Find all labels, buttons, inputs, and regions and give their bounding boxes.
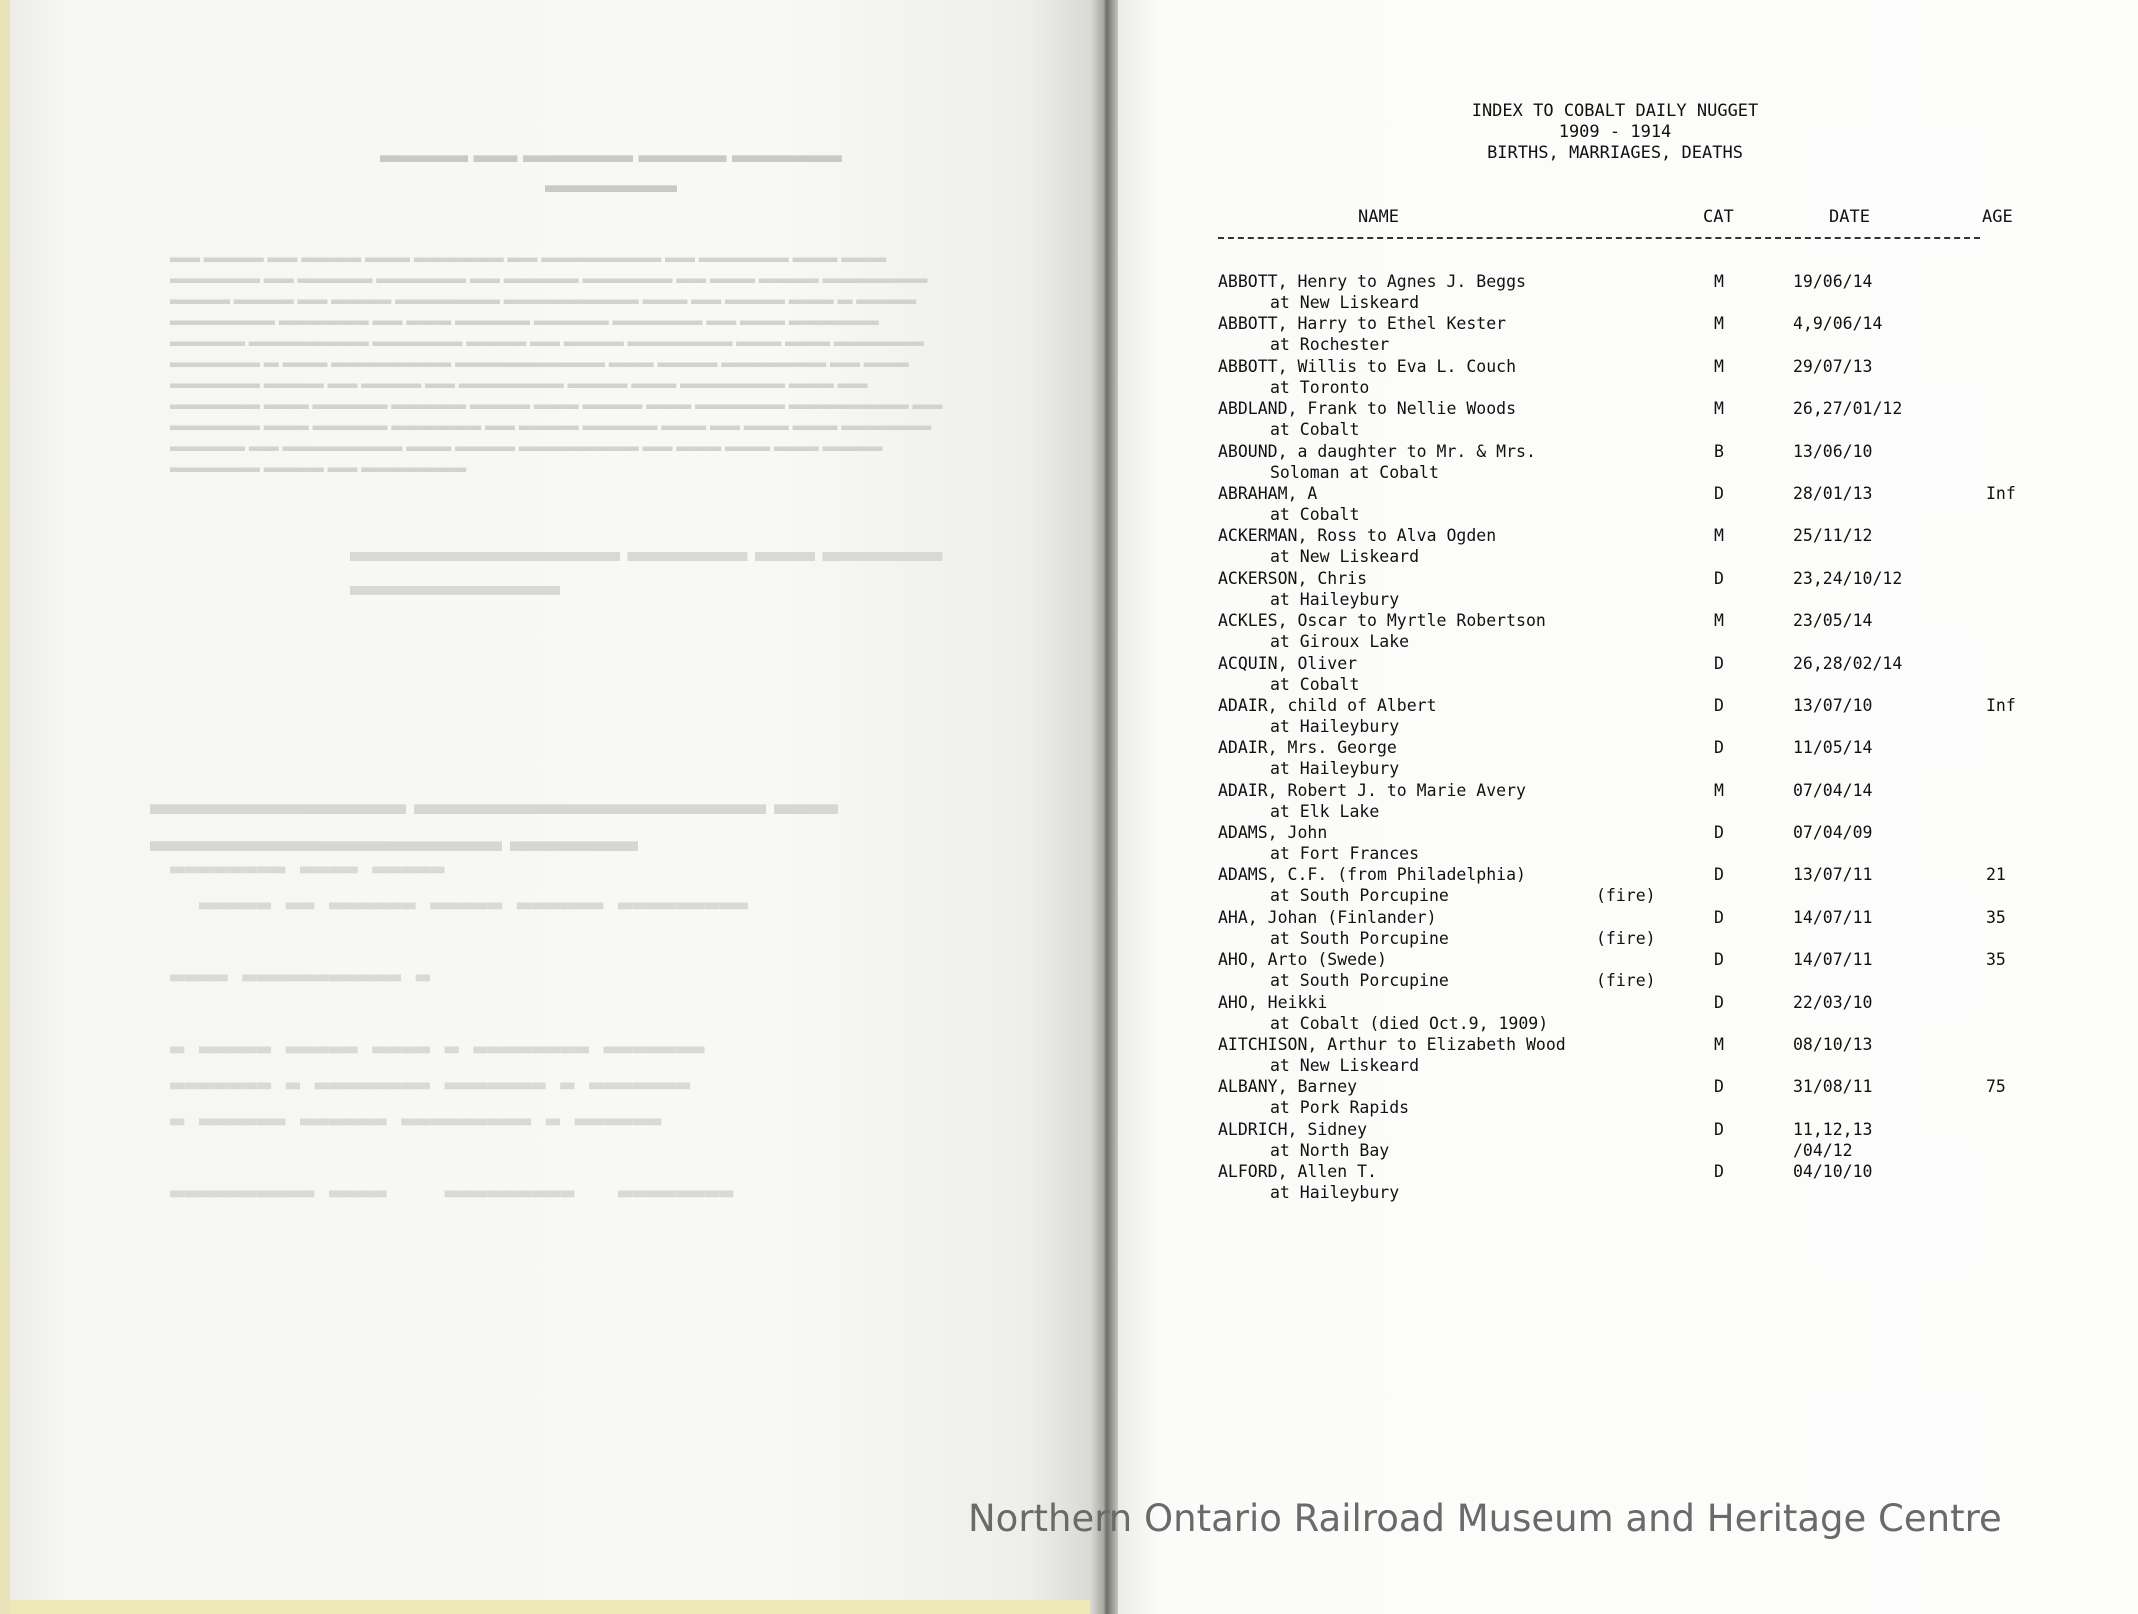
entry-age: 21 (1986, 865, 2006, 885)
entry-age: 35 (1986, 950, 2006, 970)
entry-place: at Cobalt (1270, 420, 1360, 440)
show-through-text: ▬▬ ▬▬▬▬ ▬▬ ▬▬▬▬ ▬▬▬ ▬▬▬▬▬▬ ▬▬ ▬▬▬▬▬▬▬▬ ▬▬ ▬▬▬▬▬▬ ▬▬▬ ▬▬▬ ▬▬▬▬▬▬ ▬▬ ▬▬▬▬▬ ▬▬▬▬▬▬ ▬▬ ▬▬▬▬▬ ▬▬▬▬▬▬ ▬▬ ▬▬▬ ▬▬▬▬ ▬▬▬▬▬▬▬ ▬▬▬▬ ▬▬▬▬ ▬▬ ▬▬▬▬ ▬▬▬▬▬▬▬ ▬▬▬▬▬▬▬▬▬ ▬▬▬ ▬▬ ▬▬▬▬ ▬▬▬ ▬ ▬▬▬▬ ▬▬▬▬▬▬▬ ▬▬▬▬▬▬ ▬▬ ▬▬▬ ▬▬▬▬▬ ▬▬▬▬▬ ▬▬▬▬▬▬ ▬▬ ▬▬▬ ▬▬▬▬▬▬ ▬▬▬▬▬ ▬▬▬▬▬▬▬▬ ▬▬▬▬▬▬ ▬▬▬▬ ▬▬ ▬▬▬▬ ▬▬▬▬▬▬▬ ▬▬▬ ▬▬▬ ▬▬▬▬▬▬ ▬▬▬▬▬▬ ▬ ▬▬▬ ▬▬▬▬▬▬▬▬ ▬▬▬▬▬▬▬▬▬▬ ▬▬▬ ▬▬▬▬ ▬▬▬▬▬▬▬ ▬▬ ▬▬▬ ▬▬▬▬▬▬ ▬▬▬▬ ▬▬ ▬▬▬▬ ▬▬ ▬▬▬▬▬▬▬ ▬▬▬▬ ▬▬▬ ▬▬▬▬▬▬▬ ▬▬▬ ▬▬ ▬▬▬▬▬▬ ▬▬▬ ▬▬▬▬▬ ▬▬▬▬▬ ▬▬▬▬ ▬▬▬ ▬▬▬▬ ▬▬▬ ▬▬▬▬▬▬ ▬▬▬▬▬▬▬▬ ▬▬ ▬▬▬▬▬▬ ▬▬▬ ▬▬▬▬▬ ▬▬▬▬▬▬ ▬▬ ▬▬▬▬ ▬▬▬▬▬ ▬▬▬ ▬▬ ▬▬▬ ▬▬▬ ▬▬▬▬▬▬ ▬▬▬▬▬ ▬▬ ▬▬▬▬▬▬▬▬ ▬▬▬ ▬▬▬▬ ▬▬▬▬▬▬▬▬ ▬▬ ▬▬▬ ▬▬▬ ▬▬▬ ▬▬▬▬ ▬▬▬▬▬▬ ▬▬▬▬ ▬▬ ▬▬▬▬▬▬▬ (170, 250, 943, 476)
entry-date: 07/04/14 (1793, 780, 1873, 800)
entry-place: at New Liskeard (1270, 1056, 1420, 1076)
entry-category: D (1714, 738, 1724, 758)
entry-place: at South Porcupine (1270, 886, 1449, 906)
column-header-name: NAME (1358, 207, 1399, 227)
entry-category: D (1714, 950, 1724, 970)
entry-name: ALBANY, Barney (1218, 1077, 1358, 1097)
entry-date: 23,24/10/12 (1793, 568, 1903, 588)
entry-date: 29/07/13 (1793, 356, 1873, 376)
entry-date: 22/03/10 (1793, 992, 1873, 1012)
entry-name: ADAMS, John (1218, 823, 1328, 843)
entry-note: (fire) (1596, 971, 1656, 991)
index-entry (1218, 442, 2018, 484)
entry-name: ADAMS, C.F. (from Philadelphia) (1218, 865, 1526, 885)
entry-note: (fire) (1596, 928, 1656, 948)
index-entry (1218, 611, 2018, 653)
entry-category: D (1714, 483, 1724, 503)
index-entry (1218, 484, 2018, 526)
watermark: Northern Ontario Railroad Museum and Heritage Centre (968, 1497, 2002, 1540)
entry-category: M (1714, 526, 1724, 546)
entry-name: AHA, Johan (Finlander) (1218, 907, 1437, 927)
entry-category: M (1714, 399, 1724, 419)
index-entry (1218, 1077, 2018, 1119)
entry-place: at Pork Rapids (1270, 1098, 1410, 1118)
entry-note: (fire) (1596, 886, 1656, 906)
entry-name: ADAIR, child of Albert (1218, 695, 1437, 715)
index-entry (1218, 654, 2018, 696)
entry-date: 28/01/13 (1793, 483, 1873, 503)
entry-name: ACQUIN, Oliver (1218, 653, 1358, 673)
entry-date: 31/08/11 (1793, 1077, 1873, 1097)
index-title: INDEX TO COBALT DAILY NUGGET (1471, 101, 1759, 121)
entry-category: D (1714, 695, 1724, 715)
index-entry (1218, 738, 2018, 780)
entry-date: 13/07/10 (1793, 695, 1873, 715)
entry-date: 13/06/10 (1793, 441, 1873, 461)
entry-name: ACKERMAN, Ross to Alva Ogden (1218, 526, 1497, 546)
entry-category: B (1714, 441, 1724, 461)
show-through-text: ▬▬▬▬▬▬▬▬▬ ▬▬▬▬ ▬▬ ▬▬▬▬ ▬▬▬▬▬▬▬ (350, 535, 943, 602)
entry-place: Soloman at Cobalt (1270, 462, 1439, 482)
entry-name: ABBOTT, Harry to Ethel Kester (1218, 314, 1507, 334)
book-gutter (1090, 0, 1120, 1614)
entry-date: 23/05/14 (1793, 611, 1873, 631)
entry-date: 11,12,13 (1793, 1119, 1873, 1139)
entry-place: at Haileybury (1270, 759, 1400, 779)
entry-date: 11/05/14 (1793, 738, 1873, 758)
index-entry (1218, 908, 2018, 950)
entry-date: 07/04/09 (1793, 823, 1873, 843)
entry-category: D (1714, 823, 1724, 843)
entry-place: at Cobalt (1270, 504, 1360, 524)
entry-place: at New Liskeard (1270, 293, 1420, 312)
entry-date-continued: /04/12 (1793, 1140, 1853, 1160)
entry-place: at Giroux Lake (1270, 632, 1410, 652)
entry-category: M (1714, 611, 1724, 631)
entry-date: 04/10/10 (1793, 1162, 1873, 1182)
entry-category: D (1714, 865, 1724, 885)
entry-name: ABDLAND, Frank to Nellie Woods (1218, 399, 1517, 419)
column-header-date: DATE (1829, 207, 1870, 227)
entry-name: ADAIR, Mrs. George (1218, 738, 1397, 758)
entry-date: 08/10/13 (1793, 1035, 1873, 1055)
entry-date: 4,9/06/14 (1793, 314, 1883, 334)
entry-place: at Rochester (1270, 335, 1390, 355)
entry-name: ALFORD, Allen T. (1218, 1162, 1377, 1182)
entry-name: AHO, Heikki (1218, 992, 1328, 1012)
entry-place: at Cobalt (died Oct.9, 1909) (1270, 1013, 1549, 1033)
entry-age: 75 (1986, 1077, 2006, 1097)
entry-category: M (1714, 1035, 1724, 1055)
entry-place: at Toronto (1270, 377, 1370, 397)
entry-category: D (1714, 907, 1724, 927)
index-years: 1909 - 1914 (1558, 122, 1672, 142)
entry-date: 19/06/14 (1793, 272, 1873, 291)
index-subtitle: BIRTHS, MARRIAGES, DEATHS (1487, 143, 1743, 163)
entry-date: 14/07/11 (1793, 950, 1873, 970)
entry-age: Inf (1986, 695, 2016, 715)
entry-name: ABRAHAM, A (1218, 483, 1318, 503)
entry-name: ABOUND, a daughter to Mr. & Mrs. (1218, 441, 1536, 461)
show-through-text: ▬▬▬▬▬▬▬▬ ▬▬▬▬ ▬▬▬▬▬ ▬▬▬▬▬ ▬▬ ▬▬▬▬▬▬ ▬▬▬▬▬ ▬▬▬▬▬▬ ▬▬▬▬▬▬▬▬▬ ▬▬▬▬ ▬▬▬▬▬▬▬▬▬▬▬ ▬ ▬ ▬▬▬▬▬ ▬▬▬▬▬ ▬▬▬▬ ▬ ▬▬▬▬▬▬▬▬ ▬▬▬▬▬▬▬ ▬▬▬▬▬▬▬ ▬ ▬▬▬▬▬▬▬▬ ▬▬▬▬▬▬▬ ▬ ▬▬▬▬▬▬▬ ▬ ▬▬▬▬▬▬ ▬▬▬▬▬▬ ▬▬▬▬▬▬▬▬▬ ▬ ▬▬▬▬▬▬ ▬▬▬▬▬▬▬▬▬▬ ▬▬▬▬ ▬▬▬▬▬▬▬▬▬ ▬▬▬▬▬▬▬▬ (170, 854, 748, 1206)
entry-date: 13/07/11 (1793, 865, 1873, 885)
entry-date: 25/11/12 (1793, 526, 1873, 546)
entry-category: D (1714, 1119, 1724, 1139)
index-entry (1218, 399, 2018, 441)
index-entry (1218, 781, 2018, 823)
entry-age: 35 (1986, 907, 2006, 927)
entry-name: ABBOTT, Willis to Eva L. Couch (1218, 356, 1517, 376)
entry-date: 26,28/02/14 (1793, 653, 1903, 673)
entry-category: M (1714, 272, 1724, 291)
entry-name: ABBOTT, Henry to Agnes J. Beggs (1218, 272, 1526, 291)
entry-place: at Haileybury (1270, 1183, 1400, 1203)
index-entry (1218, 993, 2018, 1035)
entry-date: 14/07/11 (1793, 907, 1873, 927)
entry-name: AHO, Arto (Swede) (1218, 950, 1387, 970)
entry-date: 26,27/01/12 (1793, 399, 1903, 419)
entry-place: at Haileybury (1270, 589, 1400, 609)
entry-category: D (1714, 992, 1724, 1012)
entry-age: Inf (1986, 483, 2016, 503)
entry-category: M (1714, 314, 1724, 334)
entry-category: D (1714, 1077, 1724, 1097)
entry-name: ALDRICH, Sidney (1218, 1119, 1368, 1139)
show-through-text: ▬▬▬▬▬▬▬▬ ▬▬▬▬▬▬▬▬▬▬▬ ▬▬ ▬▬▬▬▬▬▬▬▬▬▬ ▬▬▬▬ (150, 785, 838, 858)
entry-place: at North Bay (1270, 1140, 1390, 1160)
index-entry (1218, 272, 2018, 314)
index-header (1225, 101, 2005, 164)
index-entries (1218, 272, 2018, 1205)
entry-category: D (1714, 653, 1724, 673)
entry-name: ACKERSON, Chris (1218, 568, 1368, 588)
entry-name: ADAIR, Robert J. to Marie Avery (1218, 780, 1526, 800)
show-through-text: ▬▬▬▬ ▬▬ ▬▬▬▬▬ ▬▬▬▬ ▬▬▬▬▬ ▬▬▬▬▬▬ (380, 142, 842, 197)
index-entry (1218, 1162, 2018, 1204)
index-entry (1218, 526, 2018, 568)
index-entry (1218, 950, 2018, 992)
entry-place: at Haileybury (1270, 716, 1400, 736)
entry-place: at Elk Lake (1270, 801, 1380, 821)
page-edge (0, 0, 10, 1614)
entry-name: AITCHISON, Arthur to Elizabeth Wood (1218, 1035, 1566, 1055)
entry-category: D (1714, 1162, 1724, 1182)
entry-category: M (1714, 780, 1724, 800)
entry-category: M (1714, 356, 1724, 376)
index-entry (1218, 357, 2018, 399)
entry-place: at South Porcupine (1270, 928, 1449, 948)
entry-place: at Cobalt (1270, 674, 1360, 694)
entry-place: at Fort Frances (1270, 844, 1420, 864)
index-entry (1218, 1035, 2018, 1077)
index-entry (1218, 1120, 2018, 1162)
index-entry (1218, 823, 2018, 865)
column-header-age: AGE (1982, 207, 2013, 227)
index-entry (1218, 569, 2018, 611)
entry-place: at South Porcupine (1270, 971, 1449, 991)
index-entry (1218, 865, 2018, 907)
entry-category: D (1714, 568, 1724, 588)
header-divider (1218, 237, 1980, 239)
entry-place: at New Liskeard (1270, 547, 1420, 567)
index-entry (1218, 314, 2018, 356)
index-entry (1218, 696, 2018, 738)
column-header-cat: CAT (1703, 207, 1734, 227)
entry-name: ACKLES, Oscar to Myrtle Robertson (1218, 611, 1546, 631)
